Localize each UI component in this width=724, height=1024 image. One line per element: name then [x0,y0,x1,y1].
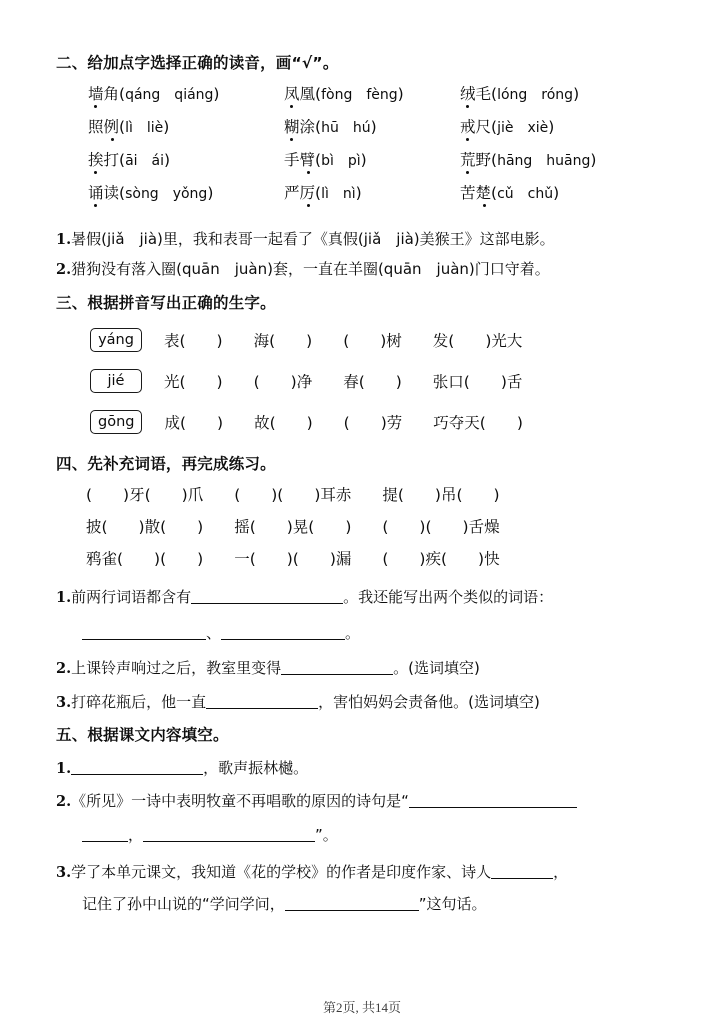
emphasis-dot-icon [111,138,114,141]
emphasis-dot-icon [466,138,469,141]
pinyin-item[interactable]: 凤凰(fòng fèng) [284,86,460,103]
pinyin-word: 荒野 [460,150,492,169]
question-number: 2. [56,793,72,811]
emphasis-dot-icon [466,105,469,108]
question-5-2[interactable] [56,792,680,810]
pinyin-options[interactable]: sòng yǒng [125,185,208,202]
pinyin-options[interactable]: lì nì [321,185,356,202]
pinyin-row [56,86,680,119]
pinyin-row [56,152,680,185]
pinyin-word: 苦楚 [460,183,492,202]
question-text-pre: 学了本单元课文，我知道《花的学校》的作者是印度作家、诗人 [71,862,492,881]
pinyin-item[interactable]: 照例(lì liè) [88,119,284,136]
answer-blank[interactable] [221,624,345,640]
pinyin-row [56,185,680,218]
pinyin-word: 绒毛 [460,84,492,103]
pinyin-word: 凤凰 [284,84,316,103]
question-5-2-continued[interactable] [56,826,680,844]
character-row [56,402,680,443]
answer-blank[interactable] [206,693,318,709]
emphasis-dot-icon [290,105,293,108]
question-number: 1. [56,230,72,248]
answer-blank[interactable] [71,759,203,775]
pinyin-word: 戒尺 [460,117,492,136]
answer-blank[interactable] [409,792,577,808]
question-text-post: 。(选词填空) [393,658,480,677]
pinyin-options[interactable]: lì liè [125,119,164,136]
pinyin-word: 挨打 [88,150,120,169]
section-three-heading: 三、根据拼音写出正确的生字。 [56,294,276,312]
pinyin-word: 手臂 [284,150,316,169]
pinyin-item[interactable]: 挨打(āi ái) [88,152,284,169]
character-row [56,320,680,361]
pinyin-options[interactable]: hū hú [321,119,371,136]
question-4-1[interactable] [56,588,680,606]
question-number: 3. [56,694,72,712]
section-two-heading: 二、给加点字选择正确的读音，画“√”。 [56,54,339,72]
idiom-block [56,478,680,574]
pinyin-word: 严厉 [284,183,316,202]
blank-separator: ， [128,826,144,844]
question-4-1-continued[interactable] [56,624,680,642]
section-five-heading: 五、根据课文内容填空。 [56,726,229,744]
question-text-pre: 前两行词语都含有 [71,588,192,606]
answer-blank[interactable] [82,624,206,640]
emphasis-dot-icon [94,204,97,207]
question-5-3[interactable] [56,863,680,881]
answer-blank[interactable] [285,895,419,911]
character-writing-block [56,320,680,443]
pinyin-item[interactable]: 戒尺(jiè xiè) [460,119,660,136]
idiom-row[interactable]: 披( )散( ) 摇( )晃( ) ( )( )舌燥 [86,518,500,536]
pinyin-options[interactable]: āi ái [125,152,165,169]
pinyin-row [56,119,680,152]
pinyin-item[interactable]: 糊涂(hū hú) [284,119,460,136]
question-4-3[interactable] [56,693,680,711]
question-text-post: ，歌声振林樾。 [203,758,309,777]
question-4-2[interactable] [56,659,680,677]
pinyin-hint-box: gōng [90,410,142,434]
question-text-post: ”这句话。 [418,894,487,913]
pinyin-word: 诵读 [88,183,120,202]
question-5-1[interactable] [56,759,680,777]
question-text-pre: 打碎花瓶后，他一直 [71,693,207,712]
emphasis-dot-icon [466,171,469,174]
pinyin-word: 糊涂 [284,117,316,136]
pinyin-options[interactable]: jiè xiè [497,119,549,136]
pinyin-item[interactable]: 荒野(hāng huāng) [460,152,660,169]
question-text-pre: 上课铃声响过之后，教室里变得 [71,658,282,677]
pinyin-item[interactable]: 绒毛(lóng róng) [460,86,660,103]
pinyin-item[interactable]: 墙角(qáng qiáng) [88,86,284,103]
pinyin-options[interactable]: hāng huāng [497,152,591,169]
pinyin-item[interactable]: 苦楚(cǔ chǔ) [460,185,660,202]
question-text-post: 。我还能写出两个类似的词语： [343,588,554,606]
question-text-pre: 《所见》一诗中表明牧童不再唱歌的原因的诗句是“ [71,792,409,811]
question-text: 猎狗没有落入圈(quān juàn)套，一直在羊圈(quān juàn)门口守着。 [71,260,550,279]
question-number: 1. [56,589,72,606]
question-number: 3. [56,863,72,881]
character-blanks[interactable]: 光( ) ( )净 春( ) 张口( )舌 [164,373,523,391]
question-2-1[interactable] [56,229,680,248]
answer-blank[interactable] [491,863,553,879]
blank-separator: 、 [206,623,222,642]
pinyin-options[interactable]: fòng fèng [321,86,398,103]
pinyin-item[interactable]: 手臂(bì pì) [284,152,460,169]
answer-blank[interactable] [191,588,343,604]
question-text-pre: 记住了孙中山说的“学问学问， [82,894,285,913]
emphasis-dot-icon [290,138,293,141]
pinyin-word: 墙角 [88,84,120,103]
idiom-row[interactable]: 鸦雀( )( ) 一( )( )漏 ( )疾( )快 [86,550,500,568]
section-four-heading: 四、先补充词语，再完成练习。 [56,454,276,473]
question-number: 2. [56,659,72,677]
pinyin-options[interactable]: qáng qiáng [125,86,214,103]
question-number: 2. [56,261,72,279]
pinyin-choice-block [56,86,680,218]
question-5-3-continued[interactable] [56,895,680,913]
emphasis-dot-icon [483,204,486,207]
answer-blank[interactable] [143,826,315,842]
sentence-end: ”。 [315,826,338,844]
page-footer: 第2页, 共14页 [322,1000,401,1015]
emphasis-dot-icon [94,171,97,174]
question-text-post: ， [553,862,569,881]
pinyin-item[interactable]: 诵读(sòng yǒng) [88,185,284,202]
question-text: 暑假(jiǎ jià)里，我和表哥一起看了《真假(jiǎ jià)美猴王》这部电影。 [71,229,555,248]
idiom-row[interactable]: ( )牙( )爪 ( )( )耳赤 提( )吊( ) [86,486,500,504]
answer-blank[interactable] [82,826,128,842]
character-blanks[interactable]: 表( ) 海( ) ( )树 发( )光大 [164,332,523,350]
emphasis-dot-icon [307,171,310,174]
emphasis-dot-icon [94,105,97,108]
pinyin-hint-box: jié [90,369,142,393]
pinyin-word: 照例 [88,117,120,136]
pinyin-options[interactable]: bì pì [321,152,361,169]
character-blanks[interactable]: 成( ) 故( ) ( )劳 巧夺天( ) [164,414,523,432]
question-number: 1. [56,759,72,777]
pinyin-options[interactable]: cǔ chǔ [497,185,554,202]
pinyin-hint-box: yáng [90,328,142,352]
question-2-2[interactable] [56,262,680,278]
pinyin-options[interactable]: lóng róng [497,86,574,103]
answer-blank[interactable] [281,659,393,675]
sentence-end: 。 [345,623,361,642]
pinyin-item[interactable]: 严厉(lì nì) [284,185,460,202]
character-row [56,361,680,402]
emphasis-dot-icon [307,204,310,207]
question-text-post: ，害怕妈妈会责备他。(选词填空) [318,693,540,712]
